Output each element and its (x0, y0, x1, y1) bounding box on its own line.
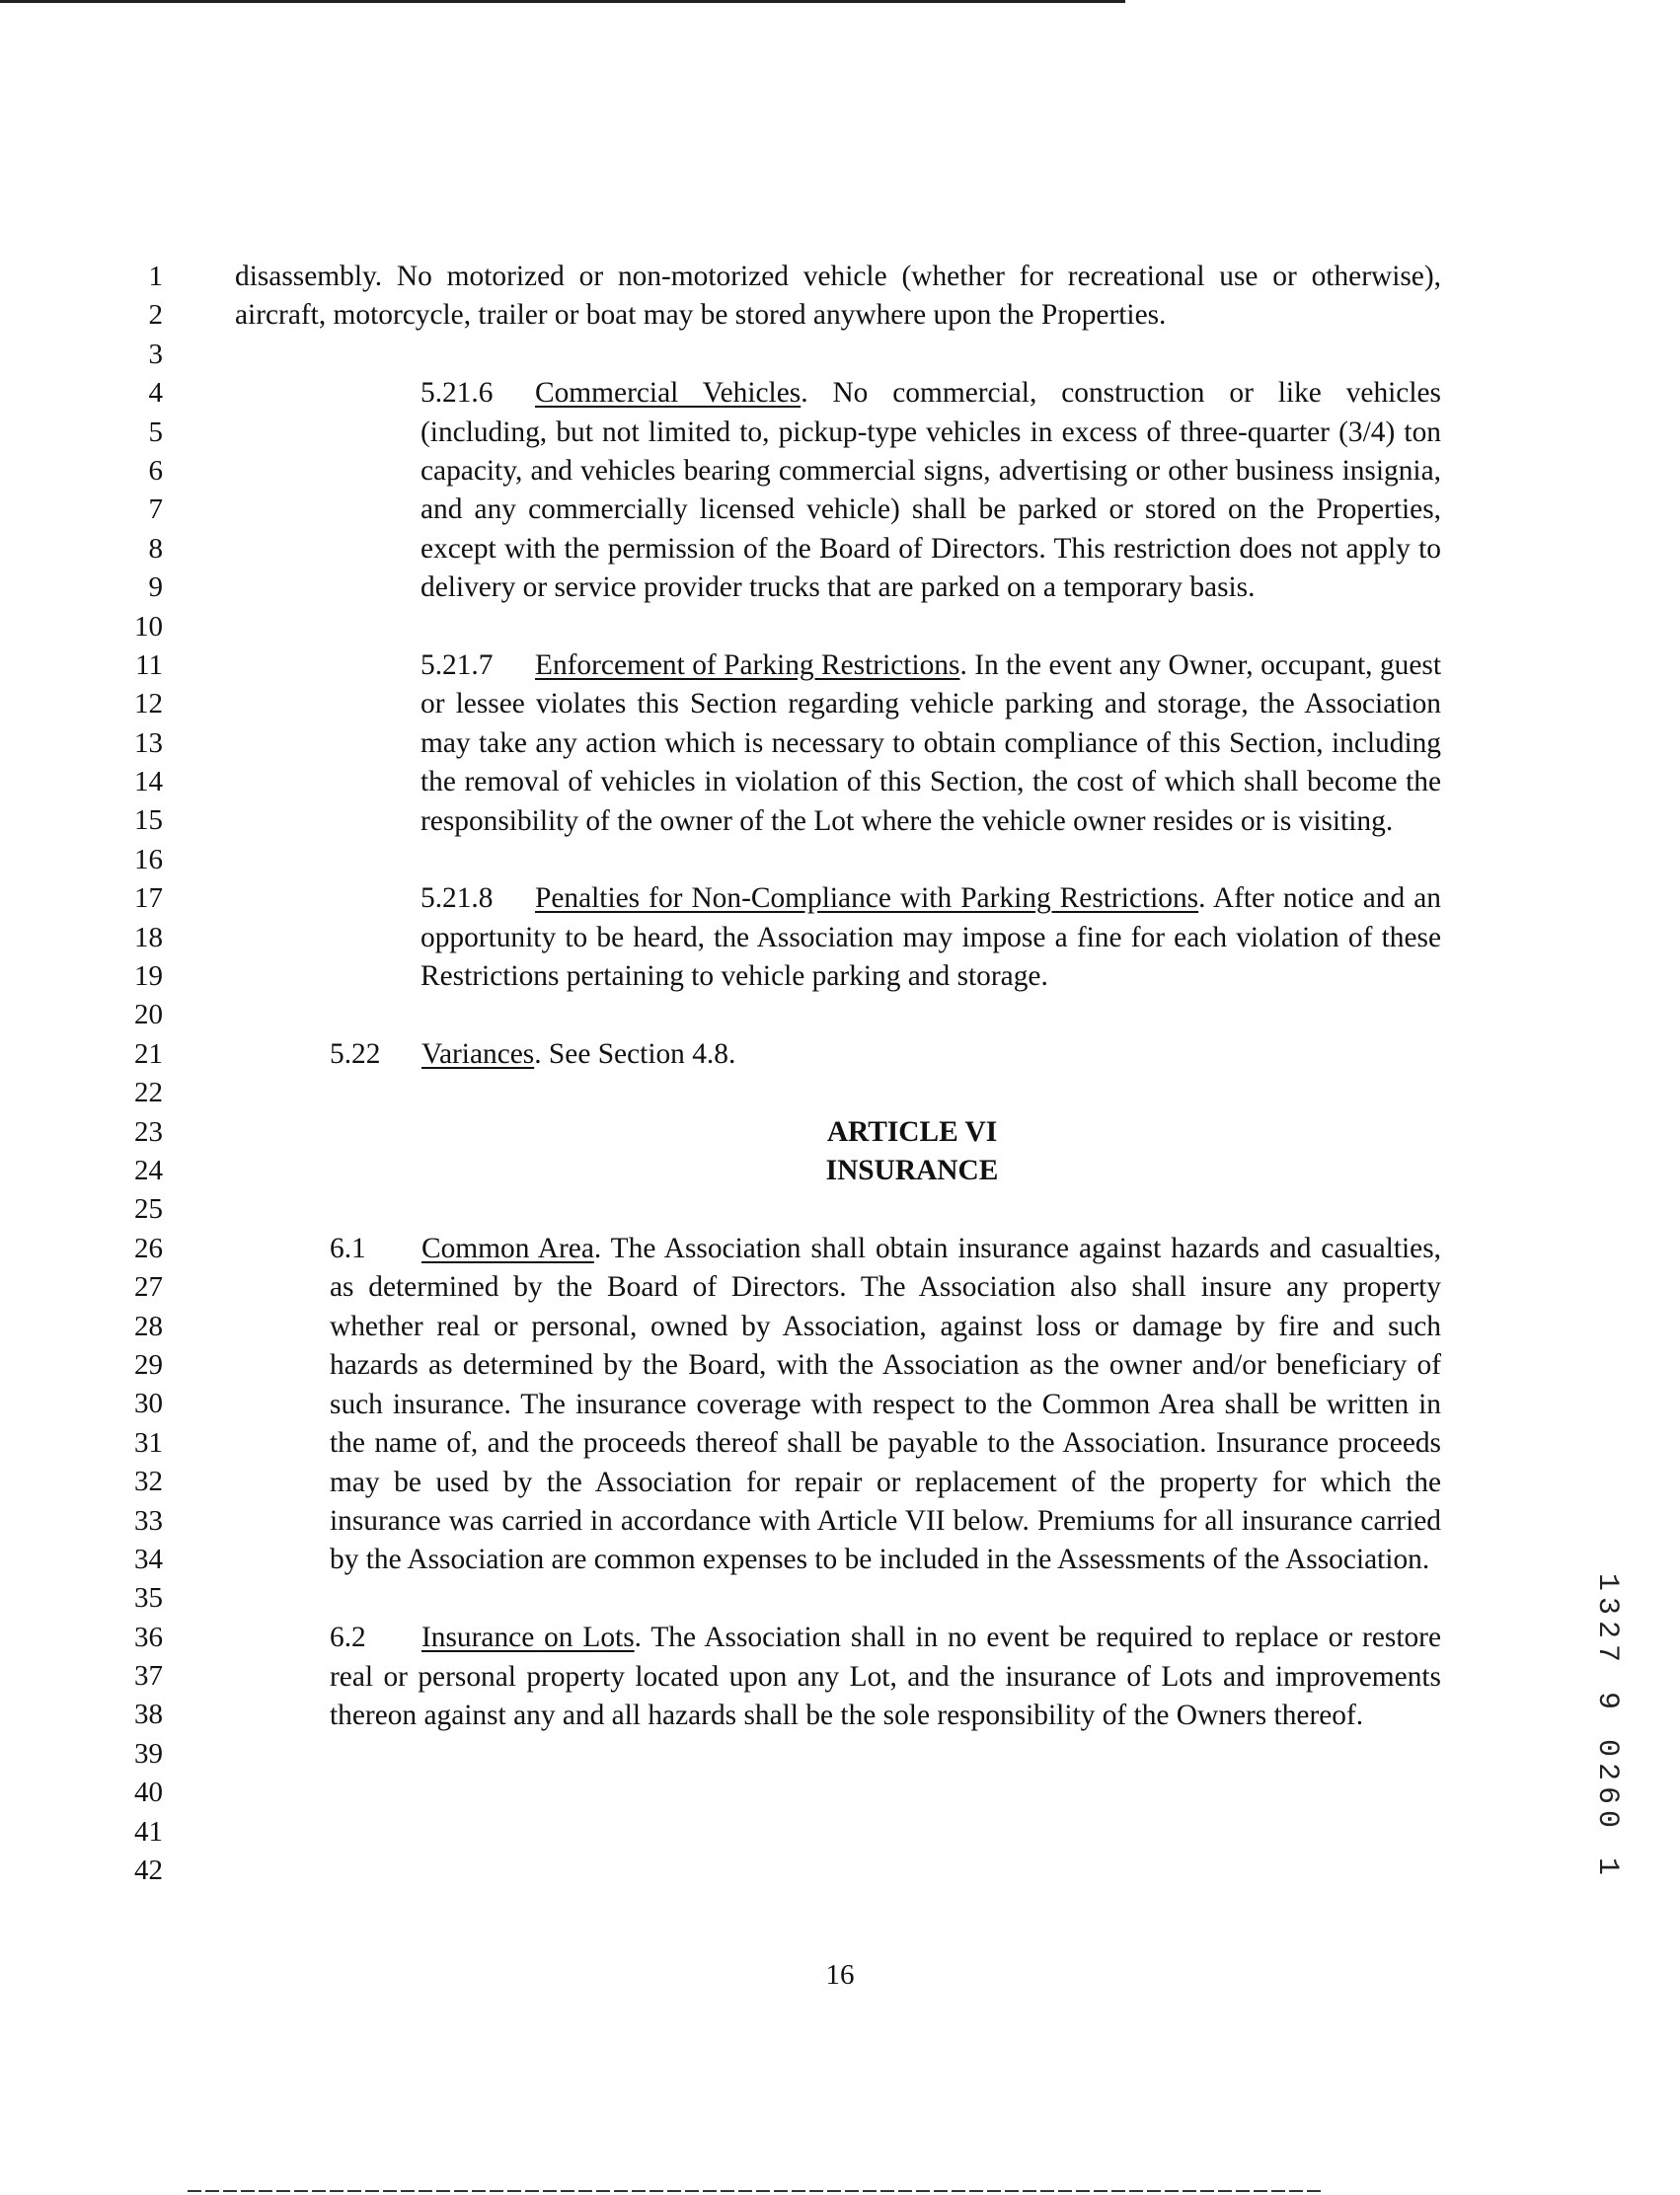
line-number: 7 (148, 493, 163, 526)
line-number: 41 (134, 1815, 163, 1848)
line-number: 24 (134, 1154, 163, 1186)
section-heading: Commercial Vehicles (535, 377, 802, 410)
line-number: 19 (134, 960, 163, 993)
line-number: 34 (134, 1543, 163, 1575)
line-number: 23 (134, 1115, 163, 1148)
line-number: 4 (148, 377, 163, 410)
line-number: 9 (148, 571, 163, 604)
line-number: 1 (148, 261, 163, 292)
section-5-21-7 (235, 646, 1441, 841)
page-number: 16 (825, 1959, 855, 1991)
section-5-22 (235, 1035, 1441, 1074)
article-number: ARTICLE VI (826, 1115, 998, 1148)
line-number: 30 (134, 1388, 163, 1420)
line-number: 8 (148, 532, 163, 565)
line-number: 11 (135, 648, 163, 681)
article-title: INSURANCE (825, 1155, 999, 1187)
section-6-1 (235, 1230, 1441, 1580)
section-text: . See Section 4.8. (534, 1038, 736, 1071)
document-body (235, 258, 1441, 1735)
line-number: 12 (134, 688, 163, 720)
line-number: 20 (134, 999, 163, 1031)
line-number: 15 (134, 804, 163, 837)
section-heading: Enforcement of Parking Restrictions (535, 649, 960, 682)
line-number: 16 (134, 843, 163, 875)
section-number: 5.21.7 (420, 649, 494, 682)
line-number: 22 (134, 1077, 163, 1109)
line-number: 38 (134, 1699, 163, 1731)
section-number: 5.22 (330, 1038, 381, 1071)
line-number: 10 (134, 610, 163, 643)
side-stamp (1587, 1572, 1627, 1882)
section-text: . The Association shall in no event be required to replace or restore real or personal property located upon any Lot, and the insurance of Lots and improvements thereon against any and all hazards shall be the sole responsibility of the Owners thereof. (330, 1622, 1442, 1731)
line-number: 5 (148, 416, 163, 448)
line-number: 13 (134, 726, 163, 759)
continuation-paragraph: disassembly. No motorized or non-motorized vehicle (whether for recreational use or otherwise), aircraft, motorcycle, trailer or boat may be stored anywhere upon the Properties. (235, 261, 1441, 332)
line-number: 31 (134, 1426, 163, 1459)
section-number: 5.21.6 (420, 377, 494, 410)
line-number: 28 (134, 1310, 163, 1342)
line-number: 40 (134, 1777, 163, 1809)
line-number: 21 (134, 1037, 163, 1070)
article-heading (235, 1113, 1441, 1191)
section-heading: Insurance on Lots (421, 1622, 635, 1654)
line-number-column (114, 258, 163, 1890)
line-number: 37 (134, 1660, 163, 1693)
line-number: 36 (134, 1621, 163, 1653)
line-number: 39 (134, 1737, 163, 1770)
section-text: . No commercial, construction or like vehicles (including, but not limited to, pickup-type vehicles in excess of three-quarter (3/4) ton capacity, and vehicles bearing commercial signs, advertising or other business insignia, and any commercially licensed vehicle) shall be parked or stored on the Properties, except with the permission of the Board of Directors. This restriction does not apply to delivery or service provider trucks that are parked on a temporary basis. (420, 377, 1441, 604)
side-stamp-text: 1327 9 0260 1 (1590, 1572, 1624, 1882)
line-number: 35 (134, 1582, 163, 1615)
bottom-border-line (188, 2190, 1323, 2192)
line-number: 25 (134, 1193, 163, 1226)
section-6-2 (235, 1619, 1441, 1735)
line-number: 14 (134, 766, 163, 798)
line-number: 3 (148, 338, 163, 370)
line-number: 29 (134, 1348, 163, 1381)
section-heading: Penalties for Non-Compliance with Parking Restrictions (535, 882, 1199, 915)
line-number: 18 (134, 921, 163, 953)
line-number: 2 (148, 299, 163, 332)
section-5-21-6 (235, 374, 1441, 607)
section-number: 6.2 (330, 1622, 366, 1654)
section-number: 5.21.8 (420, 882, 494, 915)
section-heading: Variances (421, 1038, 535, 1071)
line-number: 26 (134, 1232, 163, 1264)
section-text: . In the event any Owner, occupant, guest or lessee violates this Section regarding vehicle parking and storage, the Association may take any action which is necessary to obtain compliance of this Section, including the removal of vehicles in violation of this Section, the cost of which shall become the responsibility of the owner of the Lot where the vehicle owner resides or is visiting. (420, 649, 1441, 837)
section-text: . The Association shall obtain insurance against hazards and casualties, as determined by the Board of Directors. The Association also shall insure any property whether real or personal, owned by Association, against loss or damage by fire and such hazards as determined by the Board, with the Association as the owner and/or beneficiary of such insurance. The insurance coverage with respect to the Common Area shall be written in the name of, and the proceeds thereof shall be payable to the Association. Insurance proceeds may be used by the Association for repair or replacement of the property for which the insurance was carried in accordance with Article VII below. Premiums for all insurance carried by the Association are common expenses to be included in the Assessments of the Association. (330, 1233, 1441, 1576)
line-number: 32 (134, 1466, 163, 1498)
section-text: . After notice and an opportunity to be heard, the Association may impose a fine for each violation of these Restrictions pertaining to vehicle parking and storage. (420, 882, 1441, 993)
line-number: 27 (134, 1271, 163, 1304)
section-number: 6.1 (330, 1233, 366, 1265)
section-heading: Common Area (421, 1233, 594, 1265)
line-number: 17 (134, 882, 163, 915)
section-5-21-8 (235, 879, 1441, 996)
line-number: 42 (134, 1854, 163, 1887)
line-number: 6 (148, 454, 163, 487)
line-number: 33 (134, 1504, 163, 1537)
top-border-line (0, 0, 1125, 3)
